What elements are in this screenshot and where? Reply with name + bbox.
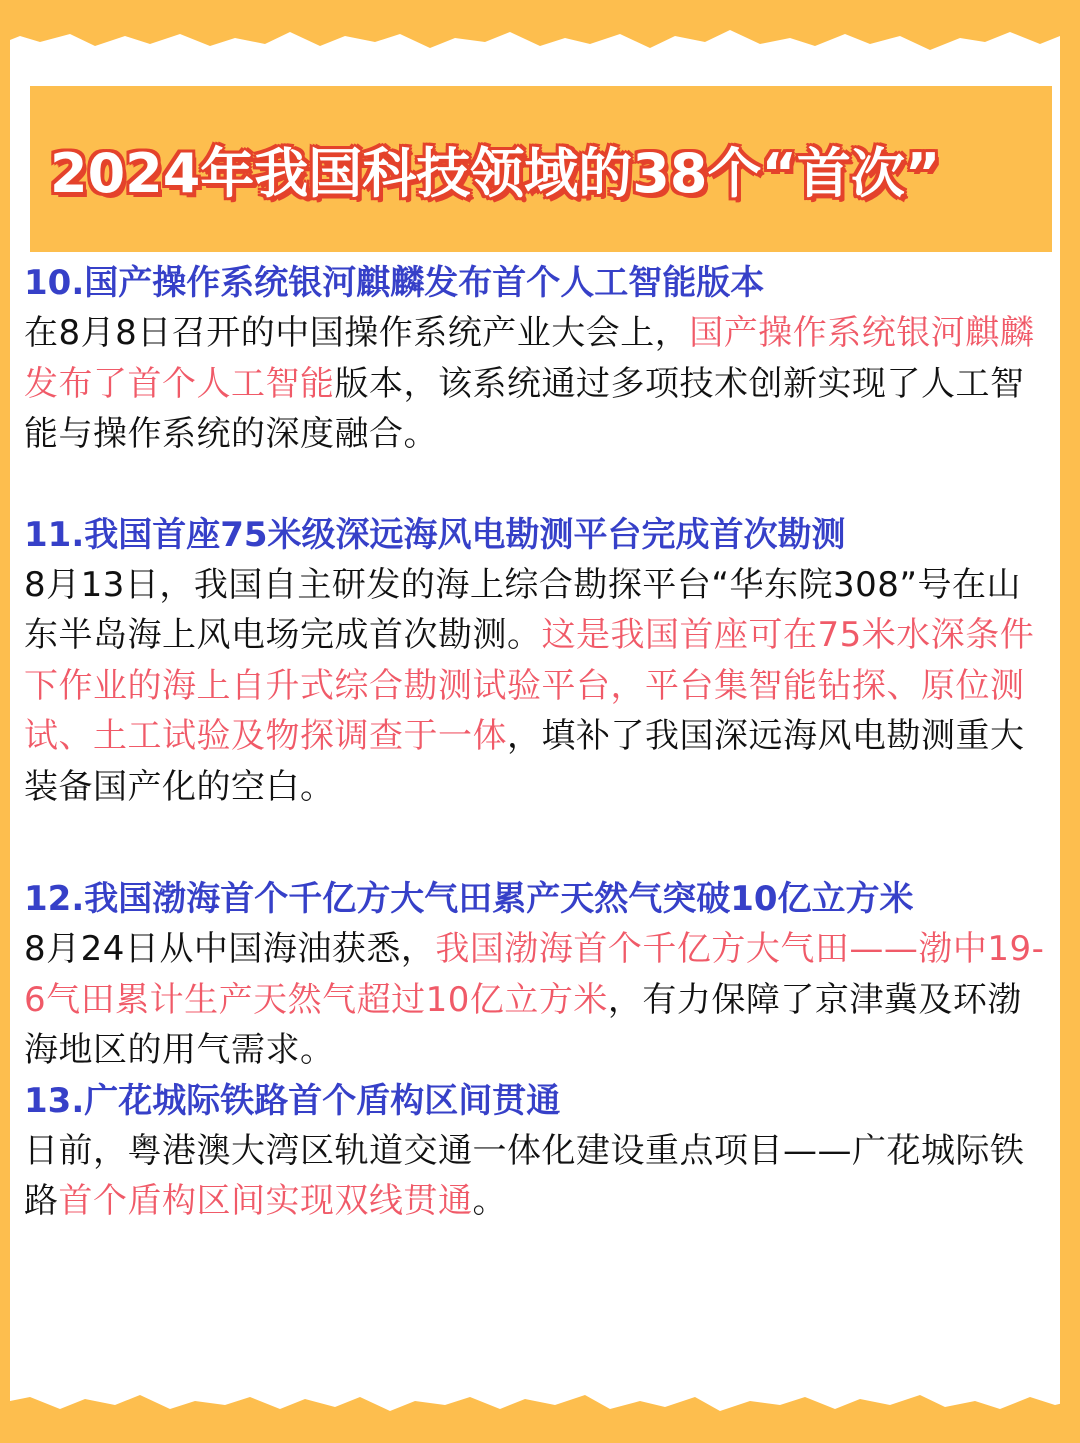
highlighted-text: 我国渤海首个千亿方大气田——渤中19-6气田累计生产天然气超过10亿立方米 [24,929,1045,1020]
section-heading: 12.我国渤海首个千亿方大气田累产天然气突破10亿立方米 [24,879,914,919]
title-banner [30,86,1052,252]
article-content [24,258,1048,1227]
highlighted-text: 国产操作系统银河麒麟发布了首个人工智能 [24,313,1035,404]
section-heading: 11.我国首座75米级深远海风电勘测平台完成首次勘测 [24,514,846,555]
paragraph-text: 8月24日从中国海油获悉， [24,929,436,969]
spacer [24,460,1048,510]
torn-edge-top [0,0,1080,70]
highlighted-text: 首个盾构区间实现双线贯通 [58,1181,473,1221]
paragraph-text: 版本，该系统通过多项技术创新实现了人工智能与操作系统的深度融合。 [24,363,1025,454]
highlighted-text: 这是我国首座可在75米水深条件下作业的海上自升式综合勘测试验平台，平台集智能钻探、原位测试、土工试验及物探调查于一体 [24,615,1035,756]
section-paragraph [24,924,1048,1076]
spacer [24,812,1048,874]
section-heading: 10.国产操作系统银河麒麟发布首个人工智能版本 [24,263,765,303]
section-11 [24,510,1048,813]
section-10 [24,258,1048,460]
section-13 [24,1076,1048,1227]
section-paragraph [24,1126,1048,1227]
paragraph-text: 8月13日，我国自主研发的海上综合勘探平台“华东院308”号在山东半岛海上风电场完成首次勘测。 [24,564,1022,655]
paragraph-text: 日前，粤港澳大湾区轨道交通一体化建设重点项目——广花城际铁路 [24,1130,1025,1221]
section-paragraph [24,308,1048,460]
paragraph-text: 。 [472,1181,507,1221]
paragraph-text: ，填补了我国深远海风电勘测重大装备国产化的空白。 [24,716,1025,807]
paragraph-text: 在8月8日召开的中国操作系统产业大会上， [24,313,690,353]
section-paragraph [24,560,1048,813]
page-title: 2024年我国科技领域的38个“首次” [50,141,941,205]
section-12 [24,874,1048,1076]
paragraph-text: ，有力保障了京津冀及环渤海地区的用气需求。 [24,979,1022,1070]
section-heading: 13.广花城际铁路首个盾构区间贯通 [24,1080,561,1121]
torn-edge-bottom [0,1373,1080,1443]
